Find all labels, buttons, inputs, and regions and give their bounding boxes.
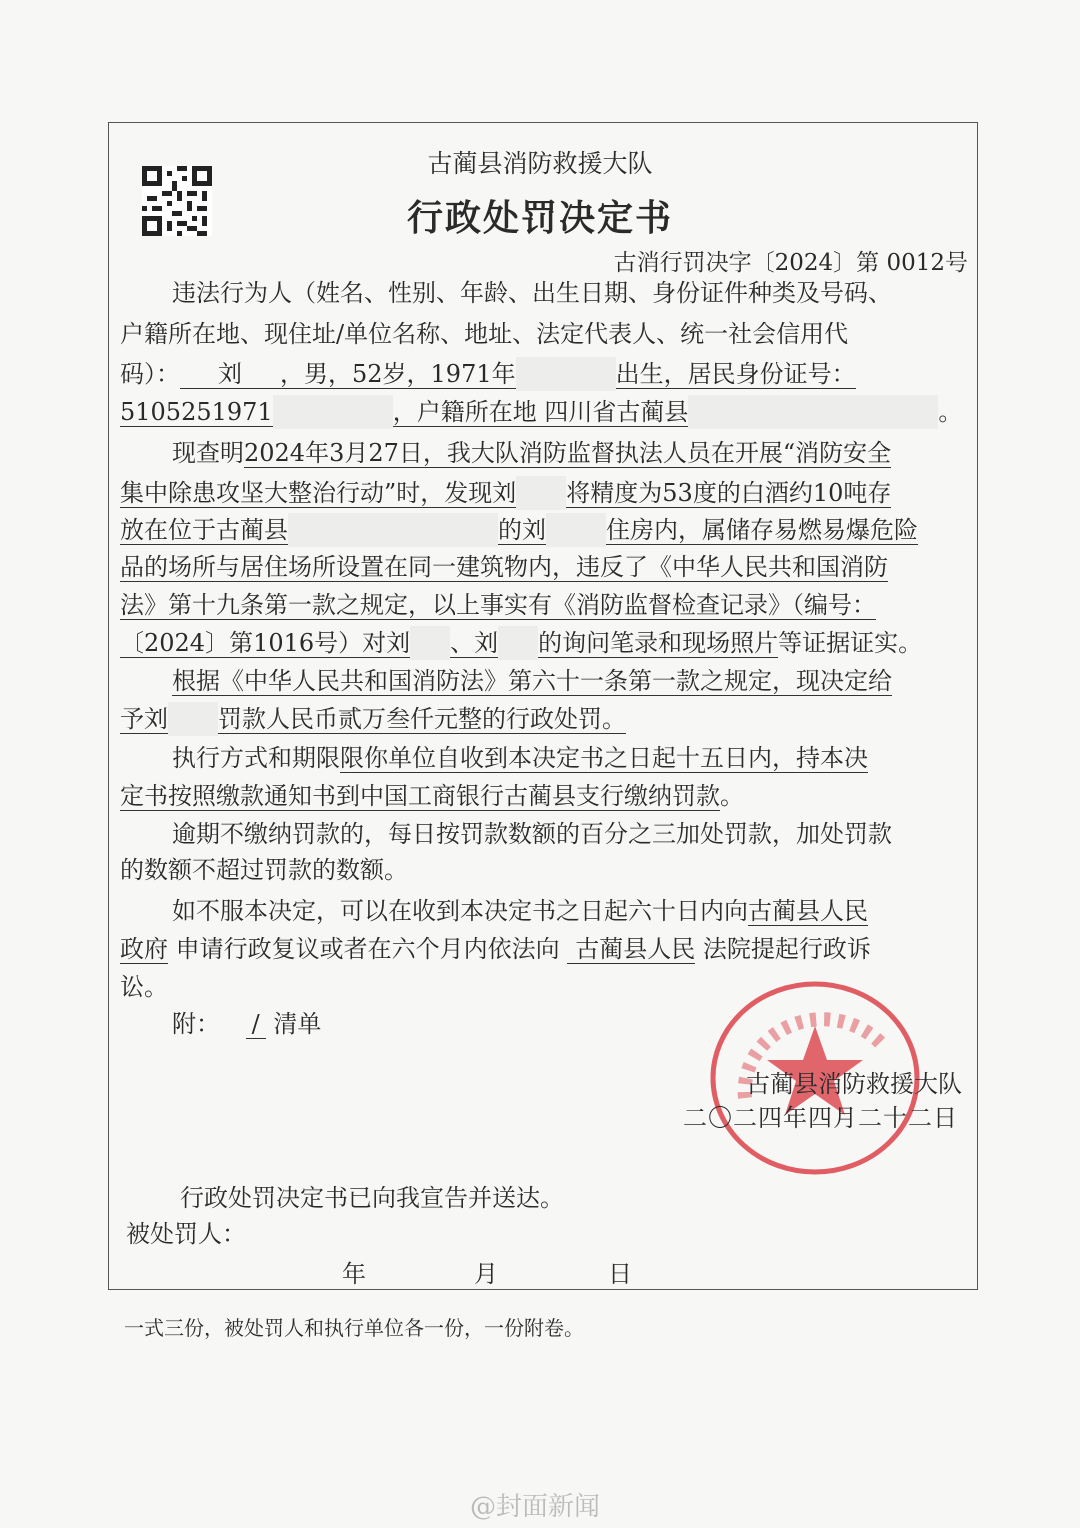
party-id-label: 出生，居民身份证号： [615, 360, 856, 388]
party-details: ，男，52岁，1971年 [280, 360, 516, 388]
signing-agency: 古蔺县消防救援大队 [746, 1070, 962, 1098]
body-line [120, 436, 970, 470]
party-name: 刘 [218, 360, 242, 388]
body-text: 码）： [120, 360, 180, 388]
attachment-line [172, 1007, 572, 1041]
court-name: 古蔺县人民 [567, 935, 695, 964]
body-text: 法院提起行政诉 [702, 935, 871, 963]
redaction [516, 476, 566, 510]
facts-text: 2024年3月27日，我大队消防监督执法人员在开展“消防安全 [244, 439, 892, 467]
receipt-month-label: 月 [474, 1260, 498, 1288]
body-text: 如不服本决定，可以在收到本决定书之日起六十日内向 [172, 897, 748, 925]
body-line: 的数额不超过罚款的数额。 [120, 856, 408, 884]
body-text: 申请行政复议或者在六个月内依法向 [175, 935, 560, 963]
review-authority: 古蔺县人民 [748, 897, 868, 925]
decision-text: 予刘 罚款人民币贰万叁仟元整的行政处罚。 [120, 705, 626, 734]
receipt-year-label: 年 [342, 1260, 366, 1288]
attachment-label: 附： [172, 1010, 220, 1038]
body-line [120, 741, 970, 775]
redaction [546, 513, 606, 547]
review-authority: 政府 [120, 935, 168, 963]
body-line [120, 894, 970, 928]
body-line [120, 664, 970, 698]
attachment-item: 清单 [273, 1010, 322, 1038]
source-watermark: @封面新闻 [470, 1492, 601, 1522]
decision-text: 根据《中华人民共和国消防法》第六十一条第一款之规定，现决定给 [172, 667, 892, 695]
evidence-text: 〔2024〕第1016号）对刘 、刘 的询问笔录和现场照片 [120, 629, 778, 658]
party-id [120, 398, 938, 427]
body-line [120, 476, 970, 510]
attachment-value: / [246, 1010, 266, 1039]
redaction [410, 626, 450, 660]
body-line [120, 702, 970, 736]
evidence-text: 《消防监督检查记录》（编号： [552, 591, 876, 619]
body-text: 。 [720, 782, 744, 810]
body-line [120, 588, 970, 622]
body-line: 逾期不缴纳罚款的，每日按罚款数额的百分之三加处罚款，加处罚款 [172, 820, 892, 848]
copies-footnote: 一式三份，被处罚人和执行单位各一份，一份附卷。 [124, 1316, 584, 1340]
service-statement: 行政处罚决定书已向我宣告并送达。 [180, 1184, 564, 1212]
body-line [120, 357, 970, 391]
redaction [516, 357, 616, 391]
document-number: 古消行罚决字〔2024〕第 0012号 [613, 250, 968, 276]
body-line [120, 626, 970, 660]
recipient-label: 被处罚人： [126, 1220, 246, 1248]
body-text: 等证据证实。 [778, 629, 923, 657]
execution-text: 定书按照缴款通知书到中国工商银行古蔺县支行缴纳罚款 [120, 782, 720, 810]
party-info [180, 360, 856, 389]
body-line: 违法行为人（姓名、性别、年龄、出生日期、身份证件种类及号码、 [172, 279, 892, 307]
body-text: 。 [938, 398, 963, 426]
execution-text: 限你单位自收到本决定书之日起十五日内，持本决 [340, 744, 868, 772]
receipt-day-label: 日 [608, 1260, 632, 1288]
body-line: 讼。 [120, 973, 168, 1001]
body-line [120, 779, 970, 813]
redaction [273, 395, 393, 429]
document-title: 行政处罚决定书 [406, 197, 673, 239]
facts-text: 品的场所与居住场所设置在同一建筑物内，违反了《中华人民共和国消防 [120, 553, 888, 581]
redaction [168, 702, 218, 736]
household-registration: ，户籍所在地 四川省古蔺县 [392, 398, 689, 426]
body-line [120, 395, 970, 429]
body-text: 现查明 [172, 439, 244, 467]
redaction [288, 513, 498, 547]
redaction [498, 626, 538, 660]
facts-text: 放在位于古蔺县 的刘 住房内，属储存易燃易爆危险 [120, 516, 918, 545]
facts-text: 集中除患攻坚大整治行动”时，发现刘 将精度为53度的白酒约10吨存 [120, 479, 891, 508]
facts-text: 法》第十九条第一款之规定，以上事实有 [120, 591, 552, 619]
signing-date: 二〇二四年四月二十二日 [683, 1104, 958, 1132]
body-line [120, 932, 970, 966]
body-text: 执行方式和期限 [172, 744, 340, 772]
issuing-agency: 古蔺县消防救援大队 [427, 149, 653, 178]
body-line [120, 550, 970, 584]
body-line: 户籍所在地、现住址/单位名称、地址、法定代表人、统一社会信用代 [120, 320, 849, 348]
id-number: 5105251971 [120, 398, 273, 426]
body-line [120, 513, 970, 547]
redaction [688, 395, 938, 429]
